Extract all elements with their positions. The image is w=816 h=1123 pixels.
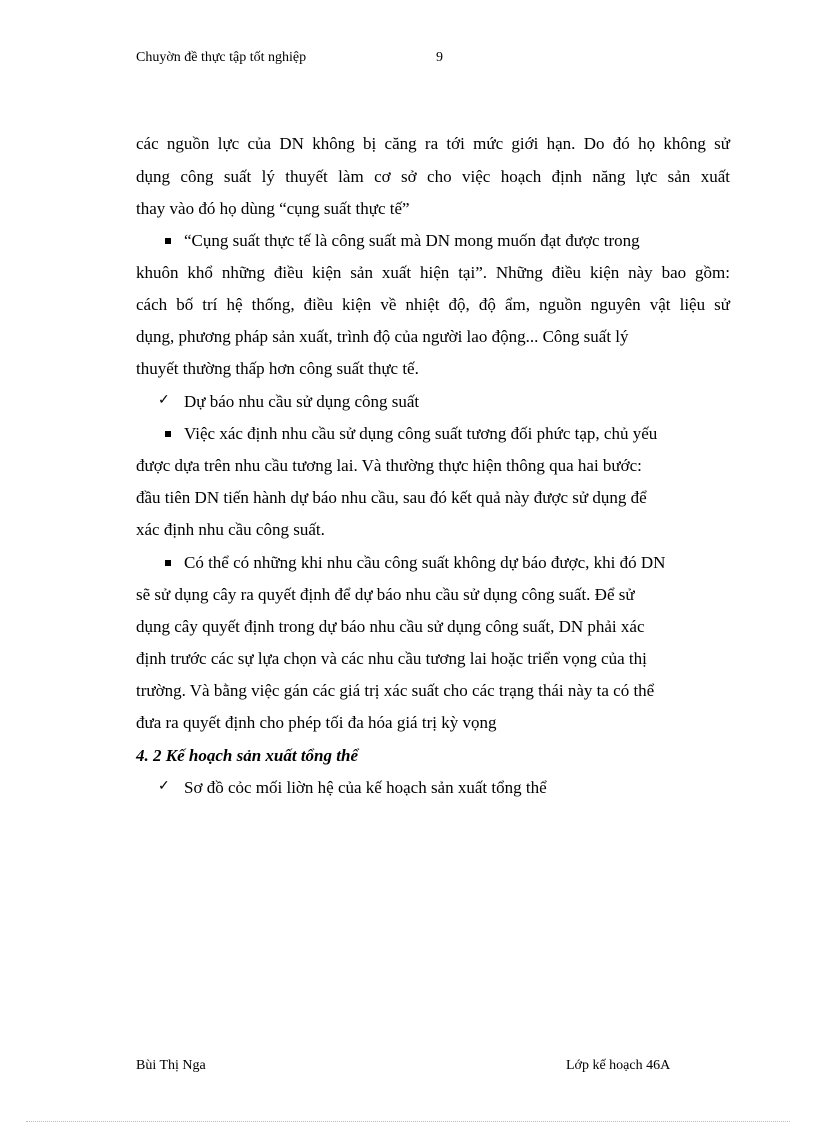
checklist-item: Dự báo nhu cầu sử dụng công suất [184,392,420,411]
body-line: sẽ sử dụng cây ra quyết định để dự báo nhu cầu sử dụng công suất. Để sử [136,585,635,604]
body-line: thuyết thường thấp hơn công suất thực tế. [136,359,419,378]
page-number: 9 [436,50,443,65]
body-line: dụng cây quyết định trong dự báo nhu cầu sử dụng công suất, DN phải xác [136,617,645,636]
body-line: trường. Và bằng việc gán các giá trị xác suất cho các trạng thái này ta có thể [136,681,655,700]
body-line: đưa ra quyết định cho phép tối đa hóa giá trị kỳ vọng [136,713,497,732]
body-line: được dựa trên nhu cầu tương lai. Và thường thực hiện thông qua hai bước: [136,456,642,475]
square-bullet-icon [165,238,171,244]
body-line: định trước các sự lựa chọn và các nhu cầu tương lai hoặc triển vọng của thị [136,649,647,668]
body-line: “Cụng suất thực tế là công suất mà DN mong muốn đạt được trong [184,231,640,250]
checkmark-icon: ✓ [158,779,170,794]
body-line: các nguồn lực của DN không bị căng ra tới mức giới hạn. Do đó họ không sử [136,134,730,153]
checklist-item: Sơ đồ cỏc mối liờn hệ của kế hoạch sản xuất tổng thể [184,778,547,797]
checkmark-icon: ✓ [158,393,170,408]
header-title: Chuyờn đề thực tập tốt nghiệp [136,50,307,65]
page-bottom-divider [26,1121,790,1122]
body-line: xác định nhu cầu công suất. [136,520,325,539]
footer-class: Lớp kế hoạch 46A [566,1058,671,1073]
footer-author: Bùi Thị Nga [136,1058,206,1073]
body-line: khuôn khổ những điều kiện sản xuất hiện tại”. Những điều kiện này bao gồm: [136,263,730,282]
body-line: Có thể có những khi nhu cầu công suất không dự báo được, khi đó DN [184,553,666,572]
body-line: đầu tiên DN tiến hành dự báo nhu cầu, sau đó kết quả này được sử dụng để [136,488,647,507]
square-bullet-icon [165,560,171,566]
body-line: dụng, phương pháp sản xuất, trình độ của người lao động... Công suất lý [136,327,629,346]
body-line: dụng công suất lý thuyết làm cơ sở cho việc hoạch định năng lực sản xuất [136,167,730,186]
body-line: thay vào đó họ dùng “cụng suất thực tế” [136,199,410,218]
body-line: cách bố trí hệ thống, điều kiện về nhiệt độ, độ ẩm, nguồn nguyên vật liệu sử [136,295,730,314]
body-line: Việc xác định nhu cầu sử dụng công suất tương đối phức tạp, chủ yếu [184,424,658,443]
section-heading: 4. 2 Kế hoạch sản xuất tổng thể [136,746,358,765]
square-bullet-icon [165,431,171,437]
